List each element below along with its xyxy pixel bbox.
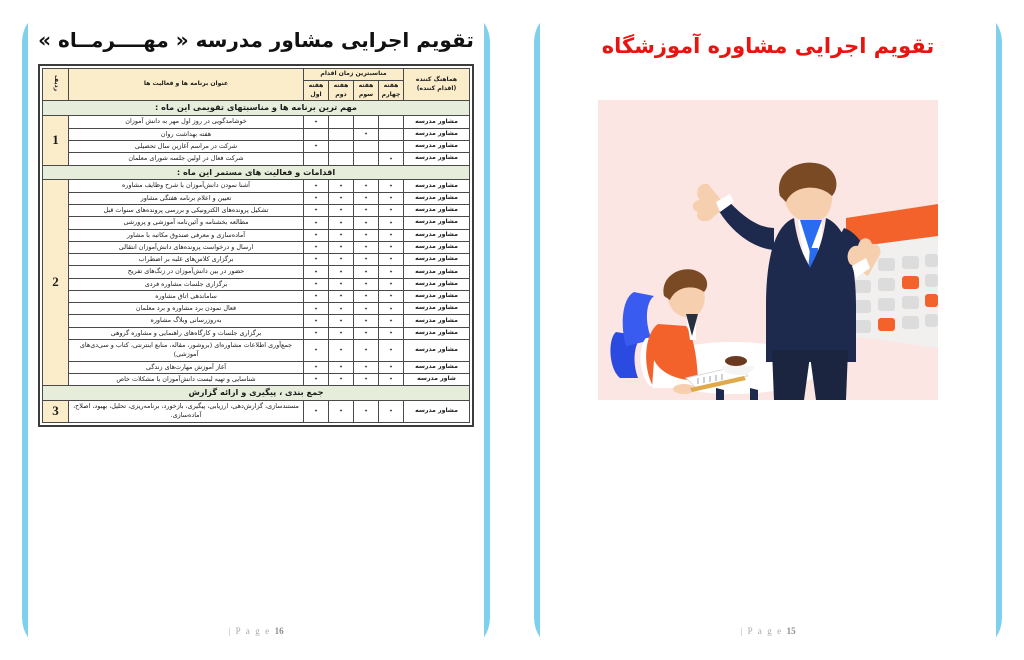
cell-w4-mark: ٭ — [379, 192, 404, 204]
cell-activity: فعال نمودن برد مشاوره و برد معلمان — [69, 303, 304, 315]
cell-w2-mark: ٭ — [329, 327, 354, 339]
calendar-graphic — [846, 204, 938, 348]
cell-activity: آغاز آموزش مهارت‌های زندگی — [69, 361, 304, 373]
cell-w1-mark: ٭ — [304, 401, 329, 423]
cell-w4-mark: ٭ — [379, 361, 404, 373]
table-row — [43, 204, 470, 216]
header-week-3 — [354, 80, 379, 101]
table-row — [43, 266, 470, 278]
cell-w1-mark: ٭ — [304, 327, 329, 339]
cell-coordinator: مشاور مدرسه — [404, 303, 470, 315]
cell-w1-mark: ٭ — [304, 217, 329, 229]
cell-w1-mark: ٭ — [304, 373, 329, 385]
header-activity-title: عنوان برنامه ها و فعالیت ها — [69, 69, 304, 101]
cell-w4-mark: ٭ — [379, 180, 404, 192]
cell-coordinator: مشاور مدرسه — [404, 340, 470, 362]
cell-coordinator: مشاور مدرسه — [404, 327, 470, 339]
cell-w1-mark: ٭ — [304, 266, 329, 278]
cell-w2-mark — [329, 153, 354, 165]
cell-section-number: 3 — [43, 401, 69, 423]
cell-activity: تعیین و اعلام برنامه هفتگی مشاور — [69, 192, 304, 204]
cell-activity: هفته بهداشت روان — [69, 128, 304, 140]
right-page-number — [34, 626, 478, 636]
table-row — [43, 254, 470, 266]
header-row-top — [43, 69, 470, 81]
cell-coordinator: مشاور مدرسه — [404, 254, 470, 266]
cell-w4-mark — [379, 116, 404, 128]
cell-w1-mark: ٭ — [304, 140, 329, 152]
cell-coordinator: مشاور مدرسه — [404, 266, 470, 278]
calendar-table — [42, 68, 470, 423]
cell-section-number: 2 — [43, 180, 69, 386]
header-week-1 — [304, 80, 329, 101]
table-row — [43, 140, 470, 152]
cell-w3-mark: ٭ — [354, 266, 379, 278]
table-row — [43, 373, 470, 385]
table-row — [43, 290, 470, 302]
cell-w3-mark: ٭ — [354, 373, 379, 385]
header-coordinator — [404, 69, 470, 101]
cell-activity: مطالعه بخشنامه و آئین‌نامه آموزشی و پرورشی — [69, 217, 304, 229]
section-heading: مهم ترین برنامه ها و مناسبتهای تقویمی این ماه : — [43, 101, 470, 116]
table-row — [43, 128, 470, 140]
cell-coordinator: مشاور مدرسه — [404, 278, 470, 290]
cell-w4-mark: ٭ — [379, 229, 404, 241]
cell-w1-mark: ٭ — [304, 278, 329, 290]
cell-w4-mark: ٭ — [379, 204, 404, 216]
header-coordinator-line2: (اقدام کننده) — [416, 84, 457, 92]
cell-w2-mark: ٭ — [329, 229, 354, 241]
cell-activity: شناسایی و تهیه لیست دانش‌آموزان با مشکلات خاص — [69, 373, 304, 385]
cell-w2-mark: ٭ — [329, 204, 354, 216]
cell-activity: ارسال و درخواست پرونده‌های دانش‌آموزان انتقالی — [69, 241, 304, 253]
cell-w3-mark: ٭ — [354, 241, 379, 253]
cell-w4-mark: ٭ — [379, 401, 404, 423]
cell-coordinator: مشاور مدرسه — [404, 229, 470, 241]
cell-w1-mark: ٭ — [304, 241, 329, 253]
cell-coordinator: مشاور مدرسه — [404, 204, 470, 216]
table-row — [43, 217, 470, 229]
table-row — [43, 303, 470, 315]
cell-w1-mark: ٭ — [304, 192, 329, 204]
cell-w4-mark: ٭ — [379, 266, 404, 278]
table-row — [43, 241, 470, 253]
cell-w2-mark: ٭ — [329, 361, 354, 373]
cell-section-number: 1 — [43, 116, 69, 165]
cell-activity: حضور در بین دانش‌آموزان در زنگ‌های تفریح — [69, 266, 304, 278]
cell-w3-mark: ٭ — [354, 303, 379, 315]
left-page — [512, 0, 1024, 660]
table-row — [43, 361, 470, 373]
cell-w4-mark: ٭ — [379, 303, 404, 315]
cell-coordinator: مشاور مدرسه — [404, 180, 470, 192]
cell-w1-mark — [304, 153, 329, 165]
cell-w3-mark: ٭ — [354, 315, 379, 327]
cell-w1-mark: ٭ — [304, 340, 329, 362]
cell-w3-mark — [354, 140, 379, 152]
cell-activity: آشنا نمودن دانش‌آموزان با شرح وظایف مشاوره — [69, 180, 304, 192]
cell-coordinator: مشاور مدرسه — [404, 401, 470, 423]
cell-w2-mark — [329, 128, 354, 140]
cell-w3-mark: ٭ — [354, 229, 379, 241]
table-row — [43, 401, 470, 423]
header-row-number-text: ردیف — [52, 74, 60, 91]
cell-activity: شرکت فعال در اولین جلسه شورای معلمان — [69, 153, 304, 165]
cell-coordinator: مشاور مدرسه — [404, 140, 470, 152]
calendar-table-body — [43, 101, 470, 422]
cell-w2-mark: ٭ — [329, 373, 354, 385]
cell-w4-mark: ٭ — [379, 327, 404, 339]
cell-activity: تشکیل پرونده‌های الکترونیکی و بررسی پرونده‌های سنوات قبل — [69, 204, 304, 216]
cell-w4-mark: ٭ — [379, 290, 404, 302]
section-heading: جمع بندی ، پیگیری و ارائه گزارش — [43, 386, 470, 401]
section-heading-row — [43, 165, 470, 180]
cell-coordinator: مشاور مدرسه — [404, 241, 470, 253]
cell-w4-mark: ٭ — [379, 153, 404, 165]
left-page-number-value: 15 — [786, 626, 796, 636]
cell-coordinator: مشاور مدرسه — [404, 361, 470, 373]
cell-w1-mark: ٭ — [304, 361, 329, 373]
cell-w1-mark: ٭ — [304, 204, 329, 216]
cell-w4-mark — [379, 140, 404, 152]
cell-activity: جمع‌آوری اطلاعات مشاوره‌ای (بروشور، مقاله، منابع اینترنتی، کتاب و سی‌دی‌های آموزشی) — [69, 340, 304, 362]
cell-coordinator: مشاور مدرسه — [404, 217, 470, 229]
section-heading-row — [43, 386, 470, 401]
cell-w2-mark: ٭ — [329, 401, 354, 423]
cell-coordinator: شاور مدرسه — [404, 373, 470, 385]
cell-w2-mark: ٭ — [329, 290, 354, 302]
header-week-4-l2: چهارم — [381, 90, 401, 98]
header-week-3-l2: سوم — [358, 90, 374, 98]
cell-coordinator: مشاور مدرسه — [404, 290, 470, 302]
calendar-table-head — [43, 69, 470, 101]
cell-w2-mark: ٭ — [329, 241, 354, 253]
cell-w4-mark: ٭ — [379, 241, 404, 253]
table-row — [43, 229, 470, 241]
cell-w2-mark: ٭ — [329, 266, 354, 278]
cell-activity: برگزاری جلسات مشاوره فردی — [69, 278, 304, 290]
section-heading: اقدامات و فعالیت های مستمر این ماه : — [43, 165, 470, 180]
cell-w3-mark: ٭ — [354, 217, 379, 229]
cell-coordinator: مشاور مدرسه — [404, 315, 470, 327]
cell-w1-mark: ٭ — [304, 116, 329, 128]
cell-w1-mark: ٭ — [304, 229, 329, 241]
cell-w3-mark: ٭ — [354, 192, 379, 204]
table-row — [43, 192, 470, 204]
cell-activity: مستندسازی، گزارش‌دهی، ارزیابی، پیگیری، بازخورد، برنامه‌ریزی، تحلیل، بهبود، اصلاح، آماده‌سازی. — [69, 401, 304, 423]
cell-w2-mark: ٭ — [329, 180, 354, 192]
cell-w1-mark: ٭ — [304, 290, 329, 302]
cell-w3-mark: ٭ — [354, 254, 379, 266]
cell-coordinator: مشاور مدرسه — [404, 192, 470, 204]
table-row — [43, 278, 470, 290]
cell-w3-mark — [354, 116, 379, 128]
right-page-title: تقویم اجرایی مشاور مدرسه « مهــــرمــاه » — [38, 28, 474, 52]
left-page-number — [546, 626, 990, 636]
cell-w3-mark: ٭ — [354, 204, 379, 216]
table-row — [43, 116, 470, 128]
header-week-4 — [379, 80, 404, 101]
cell-activity: خوشامدگویی در روز اول مهر به دانش آموزان — [69, 116, 304, 128]
header-week-1-l2: اول — [310, 90, 322, 98]
cell-w3-mark: ٭ — [354, 278, 379, 290]
header-week-1-l1: هفته — [308, 81, 324, 89]
cell-w2-mark: ٭ — [329, 254, 354, 266]
header-week-2 — [329, 80, 354, 101]
cell-activity: برگزاری جلسات و کارگاه‌های راهنمایی و مشاوره گروهی — [69, 327, 304, 339]
cell-w2-mark: ٭ — [329, 303, 354, 315]
table-row — [43, 315, 470, 327]
section-heading-row — [43, 101, 470, 116]
cell-w4-mark: ٭ — [379, 278, 404, 290]
table-row — [43, 153, 470, 165]
cell-coordinator: مشاور مدرسه — [404, 128, 470, 140]
table-row — [43, 327, 470, 339]
cell-activity: برگزاری کلاس‌های غلبه بر اضطراب — [69, 254, 304, 266]
header-best-time-group: مناسبترین زمان اقدام — [304, 69, 404, 81]
cell-w1-mark: ٭ — [304, 180, 329, 192]
table-row — [43, 340, 470, 362]
header-coordinator-line1: هماهنگ کننده — [415, 75, 458, 83]
cell-coordinator: مشاور مدرسه — [404, 116, 470, 128]
cell-w3-mark: ٭ — [354, 290, 379, 302]
cell-w2-mark: ٭ — [329, 315, 354, 327]
cell-w4-mark: ٭ — [379, 315, 404, 327]
calendar-table-container — [38, 64, 474, 427]
header-week-3-l1: هفته — [358, 81, 374, 89]
cell-w3-mark: ٭ — [354, 361, 379, 373]
cell-w4-mark: ٭ — [379, 254, 404, 266]
cell-w4-mark: ٭ — [379, 373, 404, 385]
cell-w3-mark: ٭ — [354, 327, 379, 339]
illustration-svg — [598, 100, 938, 400]
cell-w2-mark: ٭ — [329, 192, 354, 204]
cell-w3-mark: ٭ — [354, 180, 379, 192]
cell-w1-mark — [304, 128, 329, 140]
cell-activity: شرکت در مراسم آغازین سال تحصیلی — [69, 140, 304, 152]
cell-coordinator: مشاور مدرسه — [404, 153, 470, 165]
cell-w3-mark: ٭ — [354, 128, 379, 140]
left-page-title: تقویم اجرایی مشاوره آموزشگاه — [601, 34, 935, 58]
cell-activity: آماده‌سازی و معرفی صندوق مکاتبه با مشاور — [69, 229, 304, 241]
cell-w2-mark: ٭ — [329, 340, 354, 362]
cell-w2-mark — [329, 116, 354, 128]
table-row — [43, 180, 470, 192]
header-row-number — [43, 69, 69, 101]
right-page-number-value: 16 — [274, 626, 284, 636]
cell-w2-mark: ٭ — [329, 278, 354, 290]
cell-activity: ساماندهی اتاق مشاوره — [69, 290, 304, 302]
header-week-2-l2: دوم — [335, 90, 347, 98]
header-week-2-l1: هفته — [333, 81, 349, 89]
cell-w1-mark: ٭ — [304, 315, 329, 327]
cell-w1-mark: ٭ — [304, 254, 329, 266]
header-week-4-l1: هفته — [383, 81, 399, 89]
cell-w3-mark — [354, 153, 379, 165]
cell-w4-mark: ٭ — [379, 340, 404, 362]
cell-activity: به‌روزرسانی وبلاگ مشاوره — [69, 315, 304, 327]
cell-w4-mark — [379, 128, 404, 140]
cell-w1-mark: ٭ — [304, 303, 329, 315]
counselor-calendar-illustration — [598, 100, 938, 400]
cell-w4-mark: ٭ — [379, 217, 404, 229]
cell-w2-mark: ٭ — [329, 217, 354, 229]
left-page-label: | P a g e — [740, 626, 787, 636]
cell-w3-mark: ٭ — [354, 401, 379, 423]
cell-w3-mark: ٭ — [354, 340, 379, 362]
cell-w2-mark — [329, 140, 354, 152]
right-page-label: | P a g e — [228, 626, 275, 636]
